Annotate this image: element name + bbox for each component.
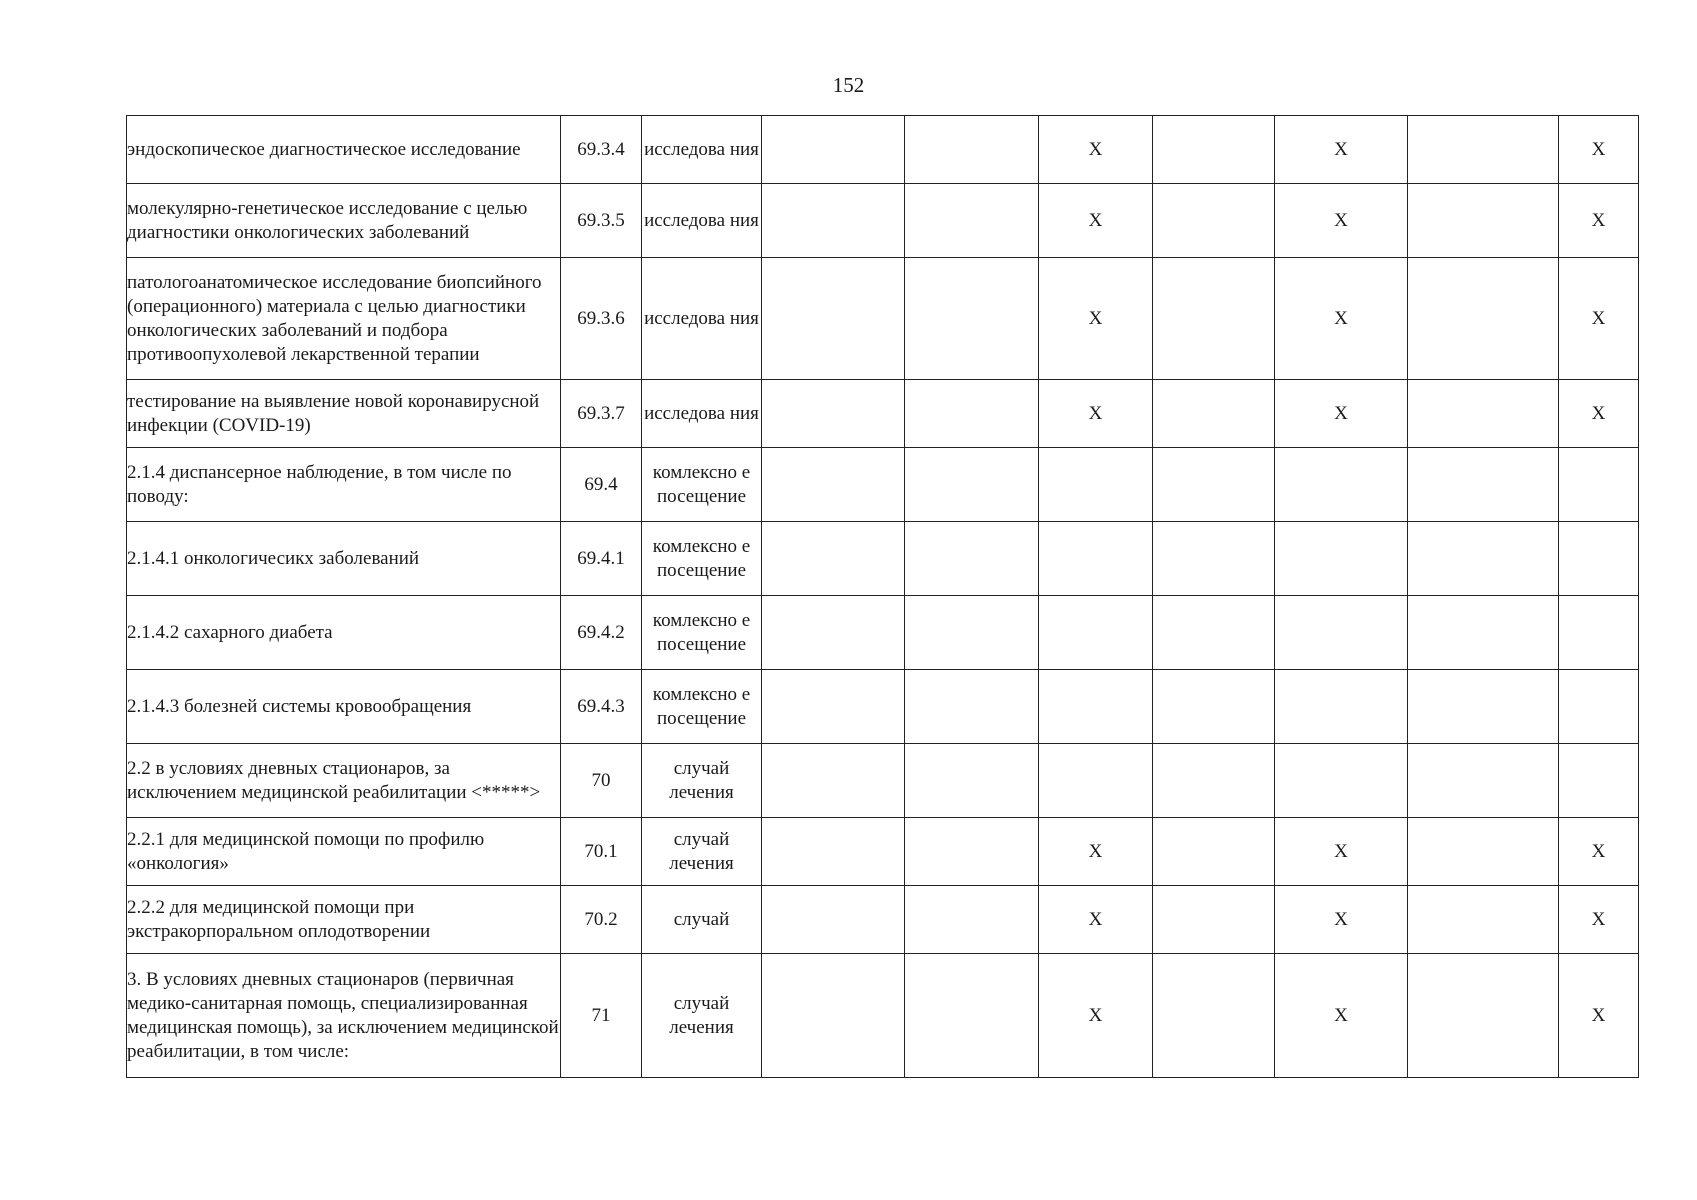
row-value-cell	[1275, 744, 1408, 818]
row-value-cell: X	[1039, 258, 1153, 380]
row-value-cell	[905, 448, 1039, 522]
row-unit-cell: комлексно е посещение	[642, 596, 762, 670]
table-row	[127, 596, 1639, 670]
row-value-cell	[762, 522, 905, 596]
row-value-cell	[1408, 258, 1559, 380]
row-value-cell: X	[1559, 184, 1639, 258]
row-value-cell	[1408, 184, 1559, 258]
row-unit-cell: исследова ния	[642, 116, 762, 184]
row-value-cell	[905, 596, 1039, 670]
row-code-cell: 69.3.7	[561, 380, 642, 448]
row-value-cell	[1153, 116, 1275, 184]
row-value-cell: X	[1275, 886, 1408, 954]
row-value-cell	[1408, 522, 1559, 596]
row-value-cell	[905, 116, 1039, 184]
row-value-cell	[1408, 744, 1559, 818]
row-value-cell	[1559, 522, 1639, 596]
row-value-cell	[1408, 818, 1559, 886]
row-name-cell: 2.2 в условиях дневных стационаров, за исключением медицинской реабилитации <*****>	[127, 744, 561, 818]
row-value-cell: X	[1039, 116, 1153, 184]
row-value-cell	[1153, 184, 1275, 258]
row-value-cell	[1153, 886, 1275, 954]
row-value-cell	[1559, 596, 1639, 670]
row-value-cell	[1039, 670, 1153, 744]
row-value-cell: X	[1039, 954, 1153, 1078]
table-row	[127, 744, 1639, 818]
row-unit-cell: комлексно е посещение	[642, 670, 762, 744]
row-unit-cell: исследова ния	[642, 380, 762, 448]
table-row	[127, 116, 1639, 184]
row-value-cell	[762, 596, 905, 670]
row-value-cell	[1559, 670, 1639, 744]
row-value-cell	[1408, 886, 1559, 954]
row-name-cell: 2.1.4.3 болезней системы кровообращения	[127, 670, 561, 744]
row-value-cell	[1275, 522, 1408, 596]
row-unit-cell: исследова ния	[642, 258, 762, 380]
row-value-cell	[1153, 954, 1275, 1078]
row-value-cell	[1153, 258, 1275, 380]
row-name-cell: тестирование на выявление новой коронавирусной инфекции (COVID-19)	[127, 380, 561, 448]
row-name-cell: 3. В условиях дневных стационаров (первичная медико-санитарная помощь, специализированная медицинская помощь), за исключением медицинской реабилитации, в том числе:	[127, 954, 561, 1078]
row-value-cell	[1039, 448, 1153, 522]
row-name-cell: молекулярно-генетическое исследование с целью диагностики онкологических заболеваний	[127, 184, 561, 258]
table-body	[127, 116, 1639, 1078]
row-code-cell: 69.3.5	[561, 184, 642, 258]
row-value-cell	[905, 818, 1039, 886]
row-value-cell: X	[1559, 116, 1639, 184]
table-row	[127, 184, 1639, 258]
row-name-cell: 2.1.4 диспансерное наблюдение, в том числе по поводу:	[127, 448, 561, 522]
row-value-cell	[762, 818, 905, 886]
row-code-cell: 70	[561, 744, 642, 818]
table-row	[127, 448, 1639, 522]
row-value-cell	[1408, 670, 1559, 744]
table-row	[127, 954, 1639, 1078]
row-value-cell: X	[1559, 954, 1639, 1078]
row-value-cell	[1408, 448, 1559, 522]
row-value-cell	[1039, 522, 1153, 596]
row-value-cell	[905, 258, 1039, 380]
row-unit-cell: исследова ния	[642, 184, 762, 258]
row-value-cell	[1408, 116, 1559, 184]
row-value-cell	[1408, 954, 1559, 1078]
row-name-cell: 2.1.4.1 онкологичесикх заболеваний	[127, 522, 561, 596]
row-name-cell: 2.1.4.2 сахарного диабета	[127, 596, 561, 670]
row-value-cell	[1153, 670, 1275, 744]
row-unit-cell: случай лечения	[642, 954, 762, 1078]
row-value-cell: X	[1559, 380, 1639, 448]
row-value-cell	[905, 184, 1039, 258]
row-value-cell	[1153, 448, 1275, 522]
row-value-cell	[1153, 744, 1275, 818]
data-table	[126, 115, 1639, 1078]
row-value-cell: X	[1275, 818, 1408, 886]
table-row	[127, 886, 1639, 954]
row-value-cell	[1408, 380, 1559, 448]
row-value-cell	[905, 954, 1039, 1078]
row-code-cell: 70.2	[561, 886, 642, 954]
row-value-cell	[762, 116, 905, 184]
row-value-cell: X	[1275, 184, 1408, 258]
row-value-cell	[1275, 596, 1408, 670]
row-value-cell	[905, 522, 1039, 596]
row-code-cell: 69.4.3	[561, 670, 642, 744]
row-name-cell: 2.2.1 для медицинской помощи по профилю «онкология»	[127, 818, 561, 886]
row-code-cell: 69.4	[561, 448, 642, 522]
row-value-cell	[762, 670, 905, 744]
row-name-cell: 2.2.2 для медицинской помощи при экстракорпоральном оплодотворении	[127, 886, 561, 954]
table-row	[127, 670, 1639, 744]
row-value-cell	[762, 954, 905, 1078]
table-row	[127, 818, 1639, 886]
row-value-cell	[1039, 596, 1153, 670]
row-value-cell	[905, 670, 1039, 744]
row-code-cell: 69.3.4	[561, 116, 642, 184]
row-code-cell: 71	[561, 954, 642, 1078]
page-number: 152	[832, 73, 865, 97]
row-value-cell	[905, 886, 1039, 954]
row-code-cell: 69.4.2	[561, 596, 642, 670]
table-row	[127, 380, 1639, 448]
row-value-cell	[1153, 596, 1275, 670]
row-value-cell: X	[1275, 380, 1408, 448]
row-unit-cell: комлексно е посещение	[642, 522, 762, 596]
row-value-cell	[905, 380, 1039, 448]
row-value-cell: X	[1559, 258, 1639, 380]
row-value-cell	[1275, 670, 1408, 744]
row-value-cell	[762, 744, 905, 818]
row-value-cell: X	[1275, 954, 1408, 1078]
row-value-cell	[762, 886, 905, 954]
table-row	[127, 258, 1639, 380]
row-name-cell: патологоанатомическое исследование биопсийного (операционного) материала с целью диагностики онкологических заболеваний и подбора противоопухолевой лекарственной терапии	[127, 258, 561, 380]
row-value-cell	[1153, 380, 1275, 448]
row-value-cell	[762, 448, 905, 522]
row-value-cell	[1153, 818, 1275, 886]
row-value-cell	[1153, 522, 1275, 596]
row-code-cell: 69.4.1	[561, 522, 642, 596]
row-value-cell: X	[1039, 886, 1153, 954]
row-value-cell	[1559, 744, 1639, 818]
row-unit-cell: комлексно е посещение	[642, 448, 762, 522]
row-value-cell	[1559, 448, 1639, 522]
row-name-cell: эндоскопическое диагностическое исследование	[127, 116, 561, 184]
row-value-cell: X	[1039, 184, 1153, 258]
row-value-cell: X	[1275, 258, 1408, 380]
table-row	[127, 522, 1639, 596]
row-value-cell: X	[1275, 116, 1408, 184]
row-value-cell: X	[1559, 886, 1639, 954]
row-value-cell	[1275, 448, 1408, 522]
row-value-cell	[762, 184, 905, 258]
row-code-cell: 70.1	[561, 818, 642, 886]
row-value-cell: X	[1559, 818, 1639, 886]
row-value-cell	[762, 258, 905, 380]
row-value-cell: X	[1039, 818, 1153, 886]
row-value-cell: X	[1039, 380, 1153, 448]
row-unit-cell: случай лечения	[642, 818, 762, 886]
row-unit-cell: случай	[642, 886, 762, 954]
row-unit-cell: случай лечения	[642, 744, 762, 818]
row-value-cell	[762, 380, 905, 448]
row-value-cell	[905, 744, 1039, 818]
row-code-cell: 69.3.6	[561, 258, 642, 380]
row-value-cell	[1039, 744, 1153, 818]
row-value-cell	[1408, 596, 1559, 670]
